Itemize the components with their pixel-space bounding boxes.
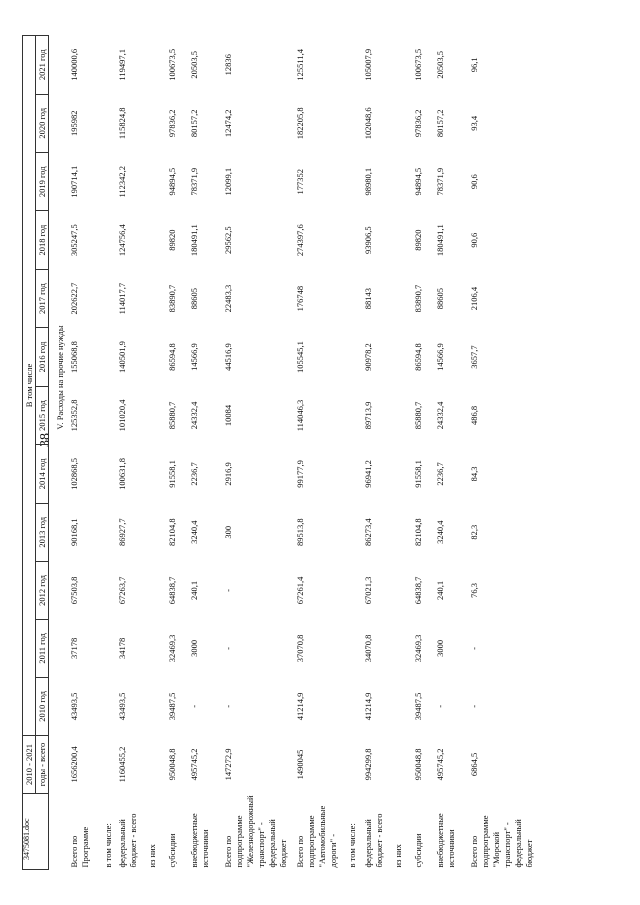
row-year-value: 115824,8 (117, 107, 127, 140)
row-year-value: 93906,5 (363, 226, 373, 254)
row-year-value: 14566,9 (435, 343, 445, 371)
row-year-value: 91558,1 (167, 460, 177, 488)
row-year-value: 119497,1 (117, 49, 127, 81)
row-year-value: - (189, 704, 199, 708)
row-year-value: 88143 (363, 287, 373, 310)
row-year-value (103, 503, 117, 561)
row-year-value: 44516,9 (223, 343, 233, 371)
row-year-value: 96,1 (469, 57, 479, 73)
row-year-value: 89820 (167, 229, 177, 251)
row-year-value: 78371,9 (189, 167, 199, 196)
row-year-value (347, 445, 363, 503)
row-year-value: 67263,7 (117, 576, 127, 605)
rotated-table-container (22, 35, 622, 870)
row-year-value: 2106,4 (469, 286, 479, 311)
header-year: 2016 год (36, 328, 49, 386)
table-row (147, 36, 167, 870)
row-year-value: 91558,1 (413, 460, 423, 488)
row-year-value (393, 211, 413, 269)
row-year-value: 102868,5 (69, 457, 79, 490)
row-year-value: 83890,7 (413, 284, 423, 313)
row-label: из них (147, 844, 157, 868)
row-year-value (393, 36, 413, 95)
row-label: внебюджетные источники (435, 813, 456, 868)
row-year-value: 76,3 (469, 583, 479, 598)
row-total: 1160455,2 (117, 746, 127, 783)
row-year-value: - (223, 704, 233, 708)
row-year-value (103, 94, 117, 152)
row-year-value (393, 620, 413, 678)
row-year-value: 3657,7 (469, 345, 479, 369)
row-year-value: 22483,3 (223, 284, 233, 313)
row-year-value: 41214,9 (295, 692, 305, 721)
row-year-value: 114046,3 (295, 399, 305, 432)
row-year-value: 3000 (435, 639, 445, 657)
row-year-value (103, 620, 117, 678)
row-year-value: - (469, 647, 479, 650)
row-year-value: 67261,4 (295, 576, 305, 605)
row-year-value (393, 677, 413, 735)
row-total: 950048,8 (413, 748, 423, 781)
row-year-value: 20503,5 (435, 50, 445, 79)
row-year-value: 89513,8 (295, 518, 305, 547)
row-year-value: 155068,8 (69, 341, 79, 373)
row-year-value: 240,1 (189, 580, 199, 601)
row-year-value: 112342,2 (117, 165, 127, 198)
header-year: 2010 год (36, 677, 49, 735)
row-year-value: 82104,8 (413, 518, 423, 547)
row-total: 147272,9 (223, 748, 233, 781)
row-year-value: 83890,7 (167, 284, 177, 313)
row-year-value: 89713,9 (363, 401, 373, 430)
header-period-sub: годы - всего (36, 735, 49, 793)
row-year-value (103, 445, 117, 503)
row-year-value: 274397,6 (295, 224, 305, 257)
row-year-value: 2236,7 (189, 462, 199, 486)
row-year-value: 12099,1 (223, 167, 233, 196)
row-year-value: 90978,2 (363, 343, 373, 371)
row-year-value: 100673,5 (413, 48, 423, 81)
row-year-value: 80157,2 (435, 109, 445, 138)
row-year-value: 202622,7 (69, 282, 79, 315)
row-year-value (147, 269, 167, 327)
row-year-value: - (223, 647, 233, 650)
budget-table (22, 35, 535, 870)
header-year: 2021 год (36, 36, 49, 95)
row-year-value: 97836,2 (413, 109, 423, 138)
row-total (147, 735, 167, 793)
row-year-value: 86594,8 (167, 343, 177, 371)
row-total: 1490045 (295, 749, 305, 780)
row-total: 495745,2 (189, 748, 199, 781)
row-year-value: 2236,7 (435, 462, 445, 486)
row-year-value: 10084 (223, 404, 233, 427)
row-label: Всего по подпрограмме "Автомобильные дороги" - (295, 805, 338, 868)
row-year-value (393, 328, 413, 386)
row-label: в том числе: (347, 823, 357, 868)
row-year-value: 125352,8 (69, 399, 79, 432)
table-row (393, 36, 413, 870)
row-year-value: 102048,6 (363, 107, 373, 140)
row-year-value: 100631,8 (117, 457, 127, 490)
row-year-value: 176748 (295, 285, 305, 312)
row-year-value (347, 211, 363, 269)
row-year-value (347, 269, 363, 327)
row-year-value (347, 677, 363, 735)
row-total: 1656200,4 (69, 746, 79, 783)
row-year-value: - (223, 589, 233, 592)
page-number: 38 (38, 433, 53, 447)
row-year-value: 34070,8 (363, 634, 373, 663)
row-year-value: 93,4 (469, 115, 479, 131)
row-year-value: 39487,5 (413, 692, 423, 721)
row-year-value: 90,6 (469, 174, 479, 190)
row-year-value: 190714,1 (69, 165, 79, 198)
row-year-value: 82104,8 (167, 518, 177, 547)
row-label: субсидии (413, 833, 423, 868)
row-year-value: 114017,7 (117, 282, 127, 315)
row-year-value (393, 386, 413, 444)
row-year-value (147, 561, 167, 619)
row-year-value (103, 677, 117, 735)
table-row (295, 36, 347, 870)
row-year-value (347, 36, 363, 95)
row-year-value: 43493,5 (69, 692, 79, 721)
row-label: федеральный бюджет - всего (117, 813, 138, 868)
row-year-value (147, 445, 167, 503)
header-year: 2012 год (36, 561, 49, 619)
row-label: внебюджетные источники (189, 813, 210, 868)
row-year-value: 90,6 (469, 232, 479, 248)
row-year-value: 180491,1 (189, 224, 199, 257)
row-year-value: 2916,9 (223, 462, 233, 486)
footer-doc-id: 3475081.doc (22, 818, 31, 860)
row-year-value (103, 36, 117, 95)
row-year-value: 300 (223, 525, 233, 539)
row-year-value (103, 269, 117, 327)
row-year-value: 180491,1 (435, 224, 445, 257)
row-year-value: 86594,8 (413, 343, 423, 371)
row-year-value: 64838,7 (167, 576, 177, 605)
row-year-value: 305247,5 (69, 224, 79, 257)
row-year-value (147, 503, 167, 561)
row-total (393, 735, 413, 793)
header-in-that: В том числе (23, 36, 36, 736)
row-year-value: 12474,2 (223, 109, 233, 138)
row-year-value (347, 561, 363, 619)
row-year-value: 100673,5 (167, 48, 177, 81)
row-year-value: 140000,6 (69, 48, 79, 81)
section-title: V. Расходы на прочие нужды (55, 325, 65, 430)
row-total: 994299,8 (363, 748, 373, 781)
row-year-value: 3240,4 (435, 520, 445, 544)
header-year: 2013 год (36, 503, 49, 561)
header-period: 2010 - 2021 (23, 735, 36, 793)
row-year-value (347, 503, 363, 561)
row-label: из них (393, 844, 403, 868)
row-year-value: 43493,5 (117, 692, 127, 721)
row-year-value (347, 620, 363, 678)
row-year-value (393, 445, 413, 503)
row-year-value: 24332,4 (435, 401, 445, 430)
row-year-value: 89820 (413, 229, 423, 251)
row-year-value: 85880,7 (167, 401, 177, 430)
header-year: 2019 год (36, 153, 49, 211)
row-year-value (393, 153, 413, 211)
row-label: федеральный бюджет - всего (363, 813, 384, 868)
header-year: 2018 год (36, 211, 49, 269)
row-year-value (103, 328, 117, 386)
row-year-value (147, 386, 167, 444)
row-total (347, 735, 363, 793)
row-year-value: 86273,4 (363, 518, 373, 547)
row-year-value (347, 386, 363, 444)
row-year-value (347, 328, 363, 386)
row-year-value: - (435, 704, 445, 708)
row-year-value: 67021,3 (363, 576, 373, 605)
row-year-value (393, 503, 413, 561)
table-row (69, 36, 103, 870)
row-year-value: 86927,7 (117, 518, 127, 547)
row-year-value: 20503,5 (189, 50, 199, 79)
row-year-value: 29562,5 (223, 226, 233, 254)
row-total: 495745,2 (435, 748, 445, 781)
row-year-value: 94894,5 (167, 167, 177, 196)
row-year-value: - (469, 704, 479, 708)
row-total: 950048,8 (167, 748, 177, 781)
row-year-value: 41214,9 (363, 692, 373, 721)
row-label: Всего по подпрограмме "Морской транспорт" - федеральный бюджет (469, 815, 534, 868)
row-year-value: 105545,1 (295, 341, 305, 373)
header-year: 2017 год (36, 269, 49, 327)
row-year-value (147, 677, 167, 735)
row-year-value: 240,1 (435, 580, 445, 601)
row-year-value: 101020,4 (117, 399, 127, 432)
row-year-value: 96941,2 (363, 460, 373, 488)
row-year-value: 37070,8 (295, 634, 305, 663)
row-year-value: 12836 (223, 54, 233, 76)
table-row (469, 36, 535, 870)
row-year-value: 195982 (69, 110, 79, 137)
row-year-value: 99177,9 (295, 460, 305, 488)
row-year-value: 88605 (189, 287, 199, 310)
table-row (167, 36, 189, 870)
row-year-value (103, 153, 117, 211)
row-year-value: 97836,2 (167, 109, 177, 138)
row-label: Всего по Программе (69, 826, 90, 868)
row-year-value: 39487,5 (167, 692, 177, 721)
row-year-value: 177352 (295, 168, 305, 195)
row-year-value (147, 328, 167, 386)
table-row (347, 36, 363, 870)
table-row (189, 36, 223, 870)
row-year-value: 37178 (69, 637, 79, 660)
row-year-value: 90168,1 (69, 518, 79, 547)
row-year-value: 3000 (189, 639, 199, 657)
row-year-value (147, 94, 167, 152)
row-year-value: 14566,9 (189, 343, 199, 371)
row-year-value: 125511,4 (295, 49, 305, 81)
header-year: 2011 год (36, 620, 49, 678)
row-year-value: 124756,4 (117, 224, 127, 257)
row-year-value: 98980,1 (363, 167, 373, 196)
row-year-value: 64838,7 (413, 576, 423, 605)
table-row (117, 36, 147, 870)
row-year-value: 80157,2 (189, 109, 199, 138)
row-year-value: 32469,3 (167, 634, 177, 663)
header-year: 2020 год (36, 94, 49, 152)
row-year-value: 88605 (435, 287, 445, 310)
row-year-value (103, 386, 117, 444)
row-total: 6864,5 (469, 752, 479, 777)
table-row (435, 36, 469, 870)
row-year-value (393, 561, 413, 619)
table-header (23, 36, 49, 870)
row-year-value (147, 620, 167, 678)
row-label: субсидии (167, 833, 177, 868)
header-year: 2015 год (36, 386, 49, 444)
row-year-value (147, 153, 167, 211)
row-year-value: 34178 (117, 637, 127, 660)
row-year-value: 3240,4 (189, 520, 199, 544)
row-year-value: 24332,4 (189, 401, 199, 430)
row-year-value: 486,8 (469, 405, 479, 426)
row-year-value: 140501,9 (117, 341, 127, 373)
row-year-value: 182205,8 (295, 107, 305, 140)
row-year-value (347, 153, 363, 211)
row-year-value (393, 269, 413, 327)
table-row (413, 36, 435, 870)
row-year-value (347, 94, 363, 152)
row-year-value: 84,3 (469, 466, 479, 482)
row-year-value: 67503,8 (69, 576, 79, 605)
row-year-value: 32469,3 (413, 634, 423, 663)
row-label: в том числе: (103, 823, 113, 868)
row-label: Всего по подпрограмме "Железнодорожный транспорт" - федеральный бюджет (223, 795, 288, 868)
row-year-value: 94894,5 (413, 167, 423, 196)
row-year-value: 105007,9 (363, 48, 373, 81)
table-row (363, 36, 393, 870)
row-year-value (147, 36, 167, 95)
row-year-value (103, 211, 117, 269)
header-year: 2014 год (36, 445, 49, 503)
table-row (103, 36, 117, 870)
table-body (49, 36, 536, 870)
table-row (223, 36, 295, 870)
row-year-value: 82,3 (469, 524, 479, 540)
row-total (103, 735, 117, 793)
row-year-value: 78371,9 (435, 167, 445, 196)
header-empty-cell (23, 793, 49, 869)
row-year-value (103, 561, 117, 619)
row-year-value: 85880,7 (413, 401, 423, 430)
row-year-value (147, 211, 167, 269)
row-year-value (393, 94, 413, 152)
